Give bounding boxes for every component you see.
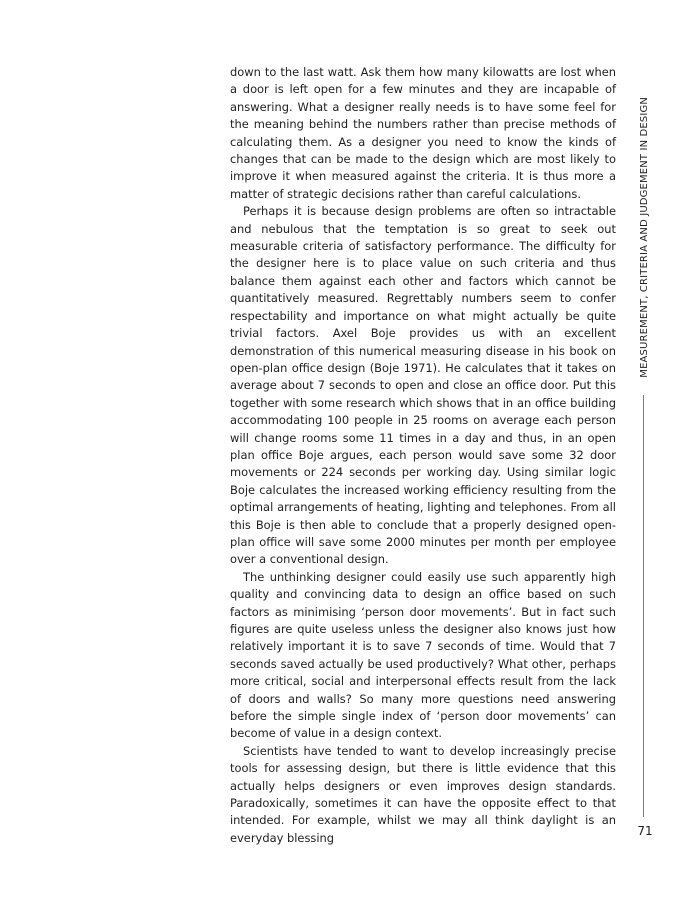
body-text (230, 64, 616, 847)
paragraph-3: The unthinking designer could easily use such apparently high quality and convincing data to design an office based on such factors as minimising ‘person door movements’. But in fact such figures are quite useless unless the designer also knows just how relatively important it is to save 7 seconds of time. Would that 7 seconds saved actually be used productively? What other, perhaps more critical, social and interpersonal effects result from the lack of doors and walls? So many more questions need answering before the simple single index of ‘person door movements’ can become of value in a design context. (230, 569, 616, 741)
running-head-text: MEASUREMENT, CRITERIA AND JUDGEMENT IN DESIGN (638, 97, 650, 378)
paragraph-1: down to the last watt. Ask them how many kilowatts are lost when a door is left open for a few minutes and they are incapable of answering. What a designer really needs is to have some feel for the meaning behind the numbers rather than precise methods of calculating them. As a designer you need to know the kinds of changes that can be made to the design which are most likely to improve it when measured against the criteria. It is thus more a matter of strategic decisions rather than careful calculations. (230, 65, 616, 201)
page-number: 71 (637, 824, 653, 838)
running-head (637, 66, 651, 378)
paragraph-2: Perhaps it is because design problems are often so intractable and nebulous that the temptation is so great to seek out measurable criteria of satisfactory performance. The difficulty for the designer here is to place value on such criteria and thus balance them against each other and factors which cannot be quantitatively measured. Regrettably numbers seem to confer respectability and importance on what might actually be quite trivial factors. Axel Boje provides us with an excellent demonstration of this numerical measuring disease in his book on open-plan office design (Boje 1971). He calculates that it takes on average about 7 seconds to open and close an office door. Put this together with some research which shows that in an office building accommodating 100 people in 25 rooms on average each person will change rooms some 11 times in a day and thus, in an open plan office Boje argues, each person would save some 32 door movements or 224 seconds per working day. Using similar logic Boje calculates the increased working efficiency resulting from the optimal arrangements of heating, lighting and telephones. From all this Boje is then able to conclude that a properly designed open-plan office will save some 2000 minutes per month per employee over a conventional design. (230, 204, 616, 567)
margin-rule (643, 395, 644, 817)
paragraph-4: Scientists have tended to want to develop increasingly precise tools for assessing design, but there is little evidence that this actually helps designers or even improves design standards. Paradoxically, sometimes it can have the opposite effect to that intended. For example, whilst we may all think daylight is an everyday blessing (230, 743, 616, 845)
